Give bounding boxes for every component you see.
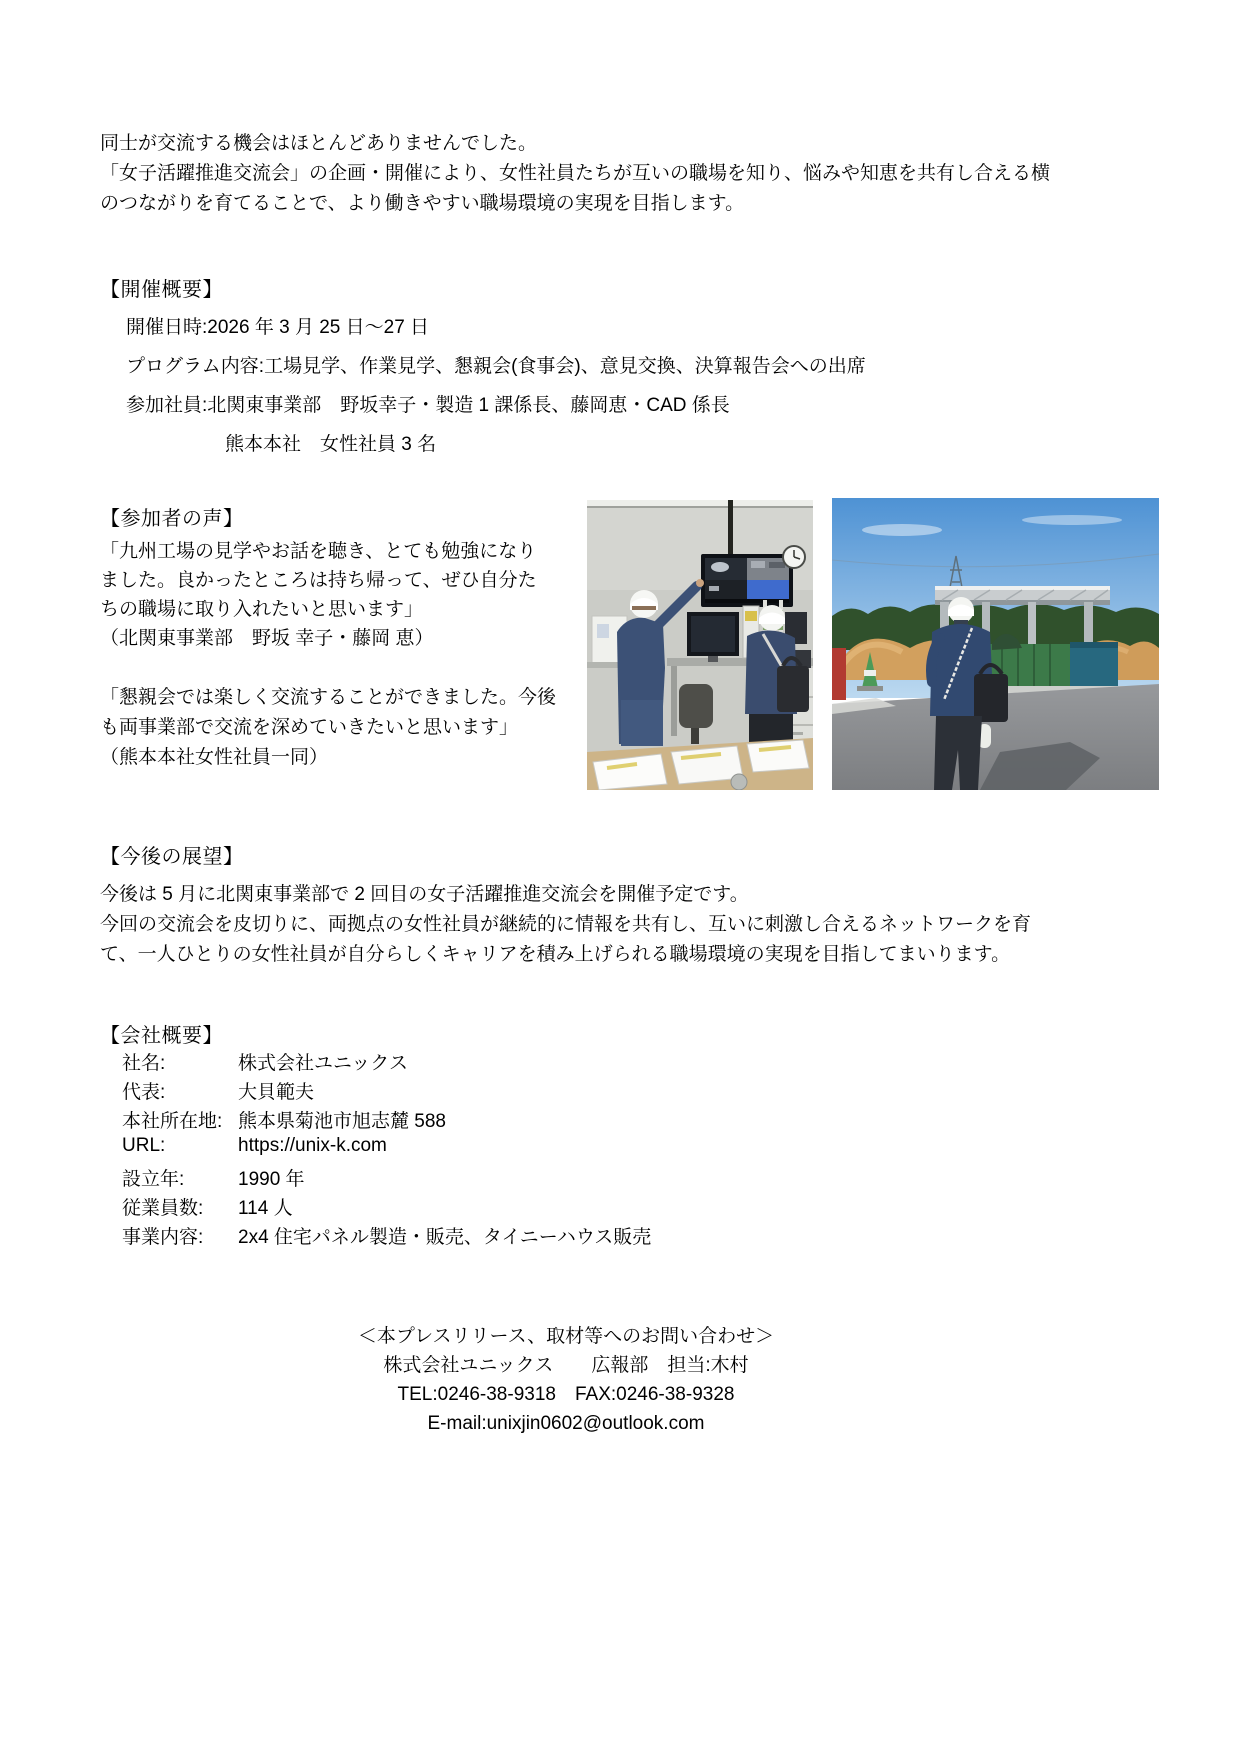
intro-paragraph [100, 129, 1050, 219]
tv-mount-pole [728, 500, 733, 558]
company-row-label: 従業員数: [122, 1198, 204, 1219]
wall-monitor [701, 554, 793, 607]
company-row-label: 社名: [122, 1053, 166, 1074]
participant-quote-1 [100, 537, 537, 653]
participant-quote-2 [100, 683, 556, 773]
company-row-label: 本社所在地: [122, 1111, 223, 1132]
company-row-representative [100, 1077, 651, 1106]
press-contact-title: ＜本プレスリリース、取材等へのお問い合わせ＞ [357, 1326, 775, 1347]
event-participants-line2: 熊本本社 女性社員 3 名 [225, 434, 437, 455]
red-post [832, 648, 846, 700]
press-contact-email: E-mail:unixjin0602@outlook.com [427, 1413, 705, 1434]
company-row-address [100, 1106, 651, 1135]
quote-line: 「九州工場の見学やお話を聴き、とても勉強になり [100, 541, 537, 562]
section-heading-voices: 【参加者の声】 [100, 508, 244, 530]
company-row-value: 株式会社ユニックス [238, 1053, 409, 1074]
company-row-founded [100, 1164, 651, 1193]
quote-attribution: （熊本本社女性社員一同） [100, 747, 329, 768]
outlook-line: て、一人ひとりの女性社員が自分らしくキャリアを積み上げられる職場環境の実現を目指してまいります。 [100, 944, 1011, 965]
cloud [862, 524, 942, 536]
company-row-employees [100, 1193, 651, 1222]
desk-monitor [687, 612, 739, 662]
intro-line: 「女子活躍推進交流会」の企画・開催により、女性社員たちが互いの職場を知り、悩みや知恵を共有し合える横 [100, 163, 1051, 184]
company-row-label: 代表: [122, 1082, 166, 1103]
company-row-value: https://unix-k.com [238, 1135, 387, 1156]
press-contact-block [100, 1322, 1032, 1438]
ceiling [587, 500, 813, 506]
wall-clock [783, 546, 805, 568]
company-row-name [100, 1048, 651, 1077]
outlook-paragraph [100, 880, 1031, 970]
company-row-label: 事業内容: [122, 1227, 204, 1248]
quote-line: も両事業部で交流を深めていきたいと思います」 [100, 717, 519, 738]
company-row-business [100, 1222, 651, 1251]
outlook-line: 今後は 5 月に北関東事業部で 2 回目の女子活躍推進交流会を開催予定です。 [100, 884, 749, 905]
company-row-value: 114 人 [238, 1198, 293, 1219]
company-overview-table [100, 1048, 651, 1251]
intro-line: 同士が交流する機会はほとんどありませんでした。 [100, 133, 538, 154]
photo-factory-control-room [587, 500, 813, 790]
press-contact-company: 株式会社ユニックス 広報部 担当:木村 [383, 1355, 749, 1376]
photo-factory-control-room-illustration [587, 500, 813, 790]
company-row-value: 熊本県菊池市旭志麓 588 [238, 1111, 446, 1132]
quote-line: 「懇親会では楽しく交流することができました。今後 [100, 687, 557, 708]
section-heading-event-overview: 【開催概要】 [100, 279, 223, 301]
company-row-value: 2x4 住宅パネル製造・販売、タイニーハウス販売 [238, 1227, 652, 1248]
event-date-line: 開催日時:2026 年 3 月 25 日～27 日 [126, 317, 430, 338]
intro-line: のつながりを育てることで、より働きやすい職場環境の実現を目指します。 [100, 193, 745, 214]
section-heading-company: 【会社概要】 [100, 1025, 223, 1047]
quote-attribution: （北関東事業部 野坂 幸子・藤岡 恵） [100, 628, 434, 649]
company-row-label: 設立年: [122, 1169, 185, 1190]
press-contact-tel-fax: TEL:0246-38-9318 FAX:0246-38-9328 [397, 1384, 735, 1405]
outlook-line: 今回の交流会を皮切りに、両拠点の女性社員が継続的に情報を共有し、互いに刺激し合えるネットワークを育 [100, 914, 1032, 935]
photo-factory-yard-illustration [832, 498, 1159, 790]
company-row-label: URL: [122, 1135, 166, 1156]
company-row-url [100, 1135, 651, 1164]
event-program-line: プログラム内容:工場見学、作業見学、懇親会(食事会)、意見交換、決算報告会への出席 [126, 356, 866, 377]
photo-factory-yard-outdoor [832, 498, 1159, 790]
event-participants-line: 参加社員:北関東事業部 野坂幸子・製造 1 課係長、藤岡恵・CAD 係長 [126, 395, 730, 416]
quote-line: ちの職場に取り入れたいと思います」 [100, 599, 424, 620]
cloud [1022, 515, 1122, 525]
quote-line: ました。良かったところは持ち帰って、ぜひ自分た [100, 570, 537, 591]
company-row-value: 1990 年 [238, 1169, 305, 1190]
section-heading-outlook: 【今後の展望】 [100, 846, 244, 868]
company-row-value: 大貝範夫 [238, 1082, 315, 1103]
